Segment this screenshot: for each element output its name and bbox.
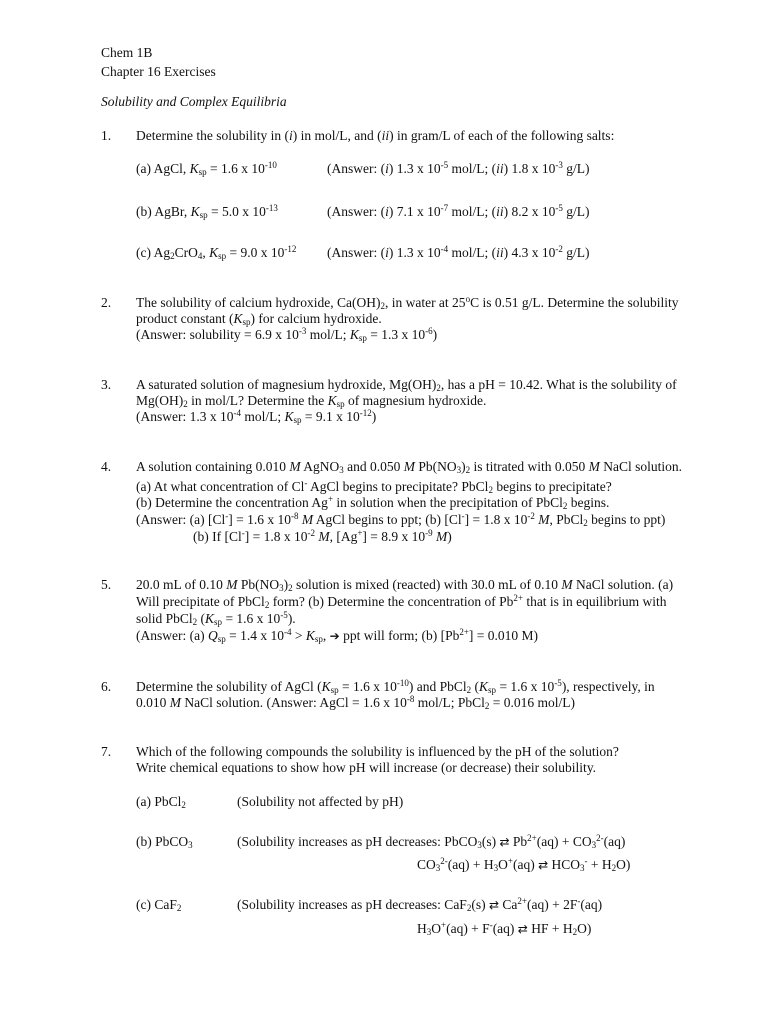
equilibrium-arrow-icon: ⇄ [517, 922, 528, 936]
question-2-line-1: The solubility of calcium hydroxide, $Ca(OH)_2$, in water at 25$^o$C is 0.51 g/L. Determine the solubility [136, 294, 679, 311]
q7-item-b-equation-2: $CO_3^{2-}(aq) + H_3O^+(aq)$ ⇄ $HCO_3^- + H_2O$) [417, 856, 631, 873]
question-7-line-2: Write chemical equations to show how pH will increase (or decrease) their solubility. [136, 760, 597, 775]
q7-item-c-equation-2: $H_3O^+(aq) + F^-(aq)$ ⇄ HF + $H_2O$) [417, 920, 592, 937]
question-1-number: 1. [101, 128, 112, 143]
question-7-line-1: Which of the following compounds the solubility is influenced by the pH of the solution? [136, 744, 619, 759]
q1-item-b: (b) AgBr, $K_{sp} = 5.0$ x $10^{-13}$ [136, 203, 278, 220]
question-1-prompt: Determine the solubility in (i) in mol/L, and (ii) in gram/L of each of the following salts: [136, 128, 615, 143]
question-6-line-2: 0.010 M NaCl solution. (Answer: AgCl = 1.6 x $10^{-8}$ mol/L; PbCl$_2$ = 0.016 mol/L) [136, 694, 575, 711]
question-4-line-3: (b) Determine the concentration Ag+ in solution when the precipitation of PbCl$_2$ begins. [136, 494, 610, 511]
topic-title: Solubility and Complex Equilibria [101, 94, 287, 109]
question-6-line-1: Determine the solubility of AgCl ($K_{sp} = 1.6$ x $10^{-10}$) and PbCl$_2$ ($K_{sp} = 1.6$ x $10^{-5}$), respectively, in [136, 678, 655, 695]
question-5-answer: (Answer: (a) $Q_{sp} = 1.4$ x $10^{-4} > K_{sp}$, ➔ ppt will form; (b) $[Pb^{2+}] = 0.010$ M) [136, 627, 539, 644]
course-title: Chem 1B [101, 45, 153, 60]
question-2-answer: (Answer: solubility = 6.9 x $10^{-3}$ mol/L; $K_{sp} = 1.3$ x $10^{-6}$) [136, 326, 438, 343]
right-arrow-icon: ➔ [329, 629, 340, 643]
question-3-number: 3. [101, 377, 112, 392]
chapter-title: Chapter 16 Exercises [101, 64, 216, 79]
q1-item-c: (c) $Ag_2CrO_4$, $K_{sp} = 9.0$ x $10^{-12}$ [136, 244, 297, 261]
question-2-line-2: product constant $(K_{sp})$ for calcium hydroxide. [136, 311, 382, 327]
question-6-number: 6. [101, 679, 112, 694]
question-4-line-2: (a) At what concentration of Cl- AgCl begins to precipitate? PbCl$_2$ begins to precipitate? [136, 478, 612, 495]
question-7-number: 7. [101, 744, 112, 759]
question-4-answer-1: (Answer: (a) [Cl-] = 1.6 x $10^{-8}$ M AgCl begins to ppt; (b) [Cl-] = 1.8 x $10^{-2}$ M, PbCl$_2$ begins to ppt) [136, 511, 666, 528]
question-3-answer: (Answer: 1.3 x $10^{-4}$ mol/L; $K_{sp} = 9.1$ x $10^{-12}$) [136, 408, 377, 425]
q7-item-a-answer: (Solubility not affected by pH) [237, 794, 404, 809]
question-5-line-3: solid PbCl$_2$ ($K_{sp} = 1.6$ x $10^{-5}$). [136, 610, 296, 627]
q7-item-c-equation-1: (Solubility increases as pH decreases: CaF$_2$(s) ⇄ $Ca^{2+}(aq) + 2F^-(aq)$ [237, 896, 603, 913]
question-4-answer-2: (b) If [Cl-] = 1.8 x $10^{-2}$ M, [Ag+] = 8.9 x $10^{-9}$ M) [193, 528, 452, 544]
question-3-line-2: $Mg(OH)_2$ in mol/L? Determine the $K_{sp}$ of magnesium hydroxide. [136, 393, 487, 409]
equilibrium-arrow-icon: ⇄ [538, 858, 549, 872]
q1-answer-c: (Answer: (i) 1.3 x $10^{-4}$ mol/L; (ii) 4.3 x $10^{-2}$ g/L) [327, 244, 590, 260]
q1-answer-b: (Answer: (i) 7.1 x $10^{-7}$ mol/L; (ii) 8.2 x $10^{-5}$ g/L) [327, 203, 590, 219]
question-4-line-1: A solution containing 0.010 M AgNO$_3$ and 0.050 M $Pb(NO_3)_2$ is titrated with 0.050 M NaCl solution. [136, 459, 683, 475]
question-5-number: 5. [101, 577, 112, 592]
equilibrium-arrow-icon: ⇄ [499, 835, 510, 849]
q1-answer-a: (Answer: (i) 1.3 x $10^{-5}$ mol/L; (ii) 1.8 x $10^{-3}$ g/L) [327, 160, 590, 176]
q7-item-a-label: (a) PbCl$_2$ [136, 794, 186, 810]
q7-item-b-equation-1: (Solubility increases as pH decreases: PbCO$_3$(s) ⇄ $Pb^{2+}(aq) + CO_3^{2-}(aq)$ [237, 833, 626, 850]
question-5-line-2: Will precipitate of PbCl$_2$ form? (b) Determine the concentration of $Pb^{2+}$ that is in equilibrium with [136, 593, 667, 610]
question-4-number: 4. [101, 459, 112, 474]
equilibrium-arrow-icon: ⇄ [488, 898, 500, 912]
question-2-number: 2. [101, 295, 112, 310]
question-3-line-1: A saturated solution of magnesium hydroxide, $Mg(OH)_2$, has a pH = 10.42. What is the solubility of [136, 377, 677, 393]
question-5-line-1: 20.0 mL of 0.10 M $Pb(NO_3)_2$ solution is mixed (reacted) with 30.0 mL of 0.10 M NaCl solution. (a) [136, 577, 674, 593]
q1-item-a: (a) AgCl, $K_{sp} = 1.6$ x $10^{-10}$ [136, 160, 277, 177]
q7-item-c-label: (c) CaF$_2$ [136, 897, 182, 913]
q7-item-b-label: (b) PbCO$_3$ [136, 834, 193, 850]
